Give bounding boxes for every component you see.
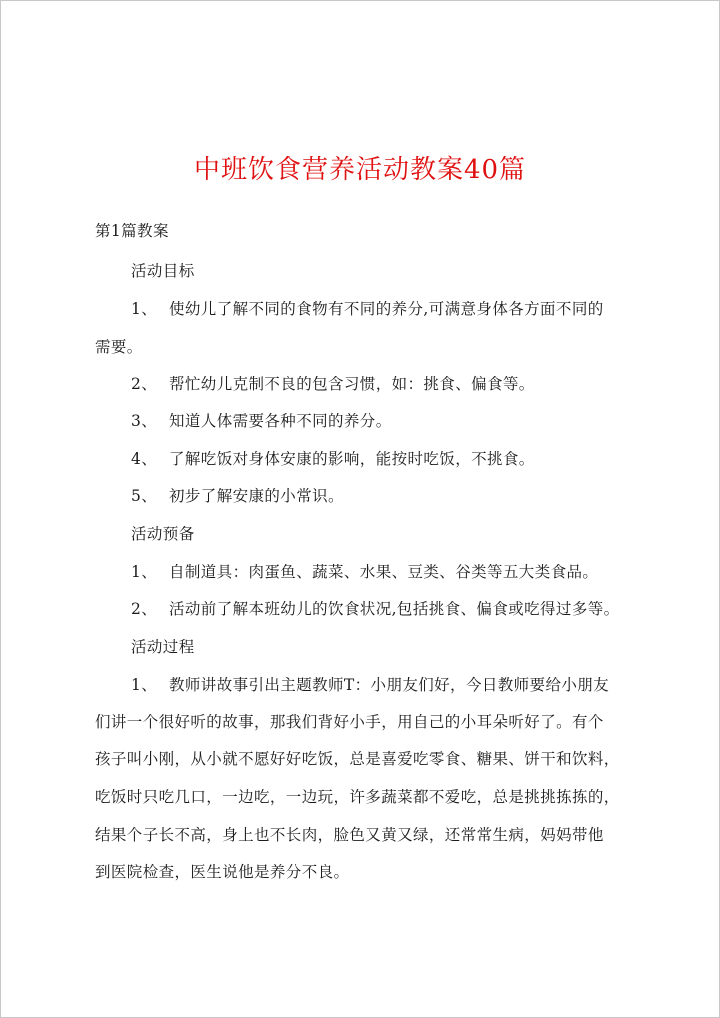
prep-heading: 活动预备 xyxy=(131,525,195,543)
process-paragraph-line: 孩子叫小刚，从小就不愿好好吃饭，总是喜爱吃零食、糖果、饼干和饮料， xyxy=(95,750,620,768)
goal-item-4-text: 了解吃饭对身体安康的影响，能按时吃饭，不挑食。 xyxy=(169,450,535,468)
goal-item-2-text: 帮忙幼儿克制不良的包含习惯，如：挑食、偏食等。 xyxy=(169,375,535,393)
goal-item-5 xyxy=(131,485,344,507)
goal-item-2 xyxy=(131,373,535,395)
goal-item-2-number: 2、 xyxy=(131,375,158,393)
process-paragraph-line: 吃饭时只吃几口，一边吃，一边玩，许多蔬菜都不爱吃，总是挑挑拣拣的， xyxy=(95,788,620,806)
process-paragraph-line: 们讲一个很好听的故事，那我们背好小手，用自己的小耳朵听好了。有个 xyxy=(95,713,604,731)
process-paragraph-line: 到医院检查，医生说他是养分不良。 xyxy=(95,863,350,881)
document-title: 中班饮食营养活动教案40篇 xyxy=(193,155,527,185)
section-heading: 第1篇教案 xyxy=(95,222,169,240)
goal-item-3-number: 3、 xyxy=(131,412,158,430)
goal-item-3-text: 知道人体需要各种不同的养分。 xyxy=(169,412,392,430)
process-item-1 xyxy=(131,674,609,696)
prep-item-1 xyxy=(131,561,598,583)
prep-item-1-number: 1、 xyxy=(131,563,158,581)
process-item-1-number: 1、 xyxy=(131,676,158,694)
goal-item-1-text: 使幼儿了解不同的食物有不同的养分,可满意身体各方面不同的 xyxy=(169,300,604,318)
goal-item-5-text: 初步了解安康的小常识。 xyxy=(169,487,344,505)
goal-item-1 xyxy=(131,298,604,320)
goals-heading: 活动目标 xyxy=(131,262,195,280)
goal-item-5-number: 5、 xyxy=(131,487,158,505)
goal-item-4 xyxy=(131,448,535,470)
prep-item-2-text: 活动前了解本班幼儿的饮食状况,包括挑食、偏食或吃得过多等。 xyxy=(169,600,620,618)
goal-item-1-number: 1、 xyxy=(131,300,158,318)
prep-item-1-text: 自制道具：肉蛋鱼、蔬菜、水果、豆类、谷类等五大类食品。 xyxy=(169,563,599,581)
goal-item-4-number: 4、 xyxy=(131,450,158,468)
process-item-1-text: 教师讲故事引出主题教师T：小朋友们好，今日教师要给小朋友 xyxy=(169,676,610,694)
prep-item-2-number: 2、 xyxy=(131,600,158,618)
prep-item-2 xyxy=(131,598,620,620)
process-paragraph-line: 结果个子长不高，身上也不长肉，脸色又黄又绿，还常常生病，妈妈带他 xyxy=(95,826,604,844)
goal-item-1-continued: 需要。 xyxy=(95,338,143,356)
goal-item-3 xyxy=(131,410,392,432)
process-heading: 活动过程 xyxy=(131,638,195,656)
